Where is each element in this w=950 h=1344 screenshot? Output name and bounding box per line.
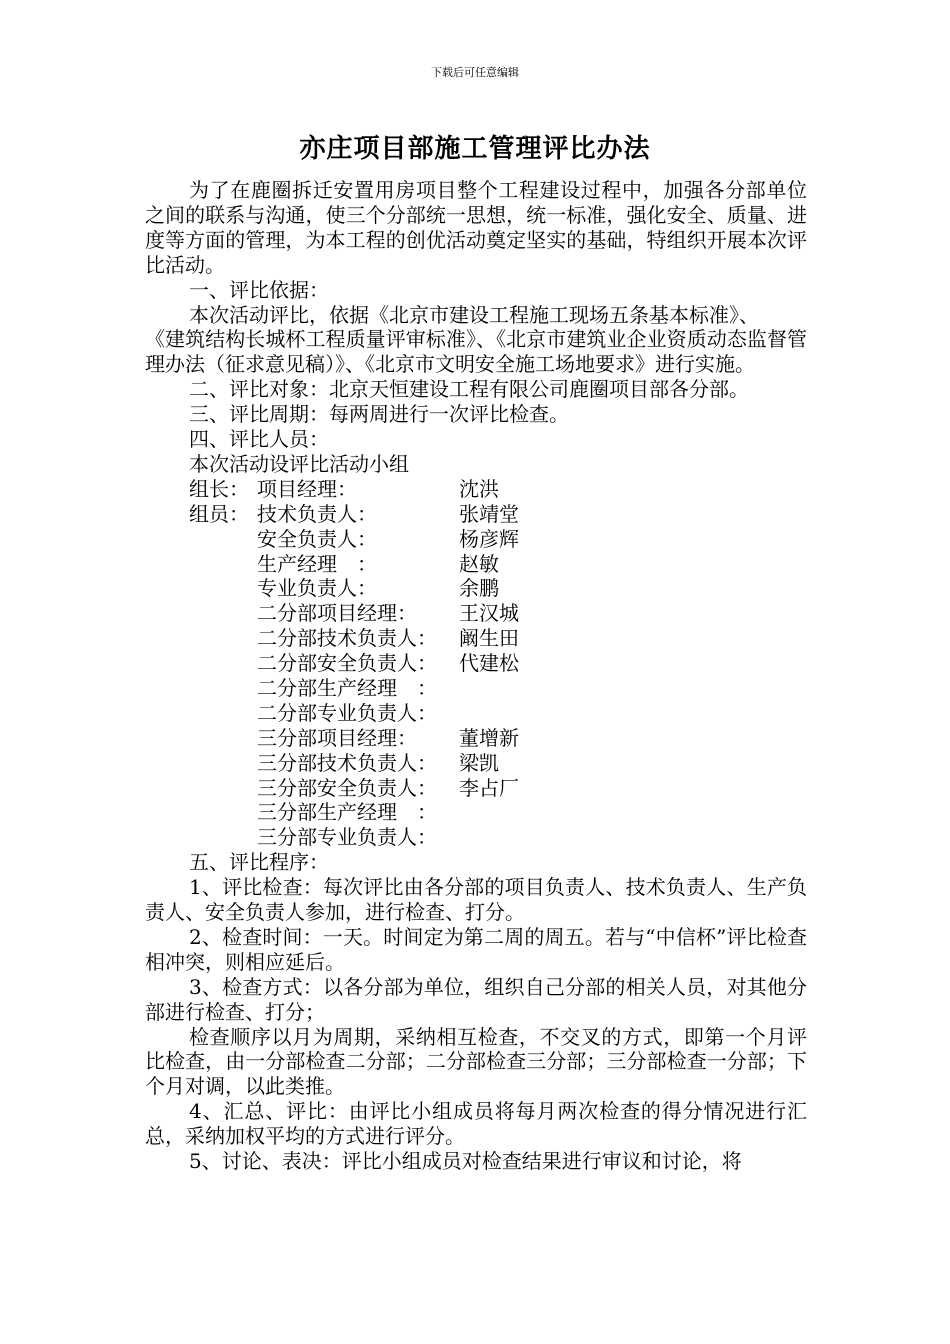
member-lead: [145, 601, 257, 626]
section-5-item: 5、讨论、表决：评比小组成员对检查结果进行审议和讨论，将: [189, 1149, 742, 1174]
member-lead: [145, 552, 257, 577]
member-lead: [145, 701, 257, 726]
section-5-item: 检查顺序以月为周期，采纳相互检查，不交叉的方式，即第一个月评比检查，由一分部检查二分部；二分部检查三分部；三分部检查一分部；下个月对调，以此类推。: [145, 1024, 807, 1099]
member-lead: [145, 751, 257, 776]
member-lead: 组员：: [189, 501, 249, 526]
member-lead: [145, 626, 257, 651]
section-4-group: 本次活动设评比活动小组: [189, 451, 409, 476]
section-1-heading: 一、评比依据：: [189, 277, 329, 302]
intro-paragraph: 为了在鹿圈拆迁安置用房项目整个工程建设过程中，加强各分部单位之间的联系与沟通，使三个分部统一思想，统一标准，强化安全、质量、进度等方面的管理，为本工程的创优活动奠定坚实的基础，特组织开展本次评比活动。: [145, 178, 807, 277]
member-lead: [145, 527, 257, 552]
member-name: [459, 676, 807, 701]
member-row: [145, 825, 807, 850]
section-3: 三、评比周期：每两周进行一次评比检查。: [189, 402, 569, 427]
member-row: [145, 576, 807, 601]
section-5-heading: 五、评比程序：: [189, 850, 329, 875]
document-title: 亦庄项目部施工管理评比办法: [299, 134, 651, 164]
member-lead: 组长：: [189, 476, 249, 501]
member-role: 二分部专业负责人：: [257, 700, 437, 725]
member-lead: [145, 726, 257, 751]
member-name: 赵敏: [459, 551, 499, 576]
member-row: [145, 527, 807, 552]
member-lead: [145, 776, 257, 801]
member-role: 安全负责人：: [257, 526, 377, 551]
section-1-text-a: 本次活动评比，依据《北京市建设工程施工现场五条基本标准》、: [189, 302, 759, 327]
member-row: [145, 726, 807, 751]
document-body: [145, 178, 807, 1174]
section-1-text-b: 《建筑结构长城杯工程质量评审标准》、《北京市建筑业企业资质动态监督管理办法（征求意见稿）》、《北京市文明安全施工场地要求》进行实施。: [145, 327, 807, 377]
member-row: [145, 776, 807, 801]
member-role: 三分部项目经理：: [257, 725, 417, 750]
section-5-item: 3、检查方式：以各分部为单位，组织自己分部的相关人员，对其他分部进行检查、打分；: [145, 974, 807, 1024]
member-name: 梁凯: [459, 750, 499, 775]
member-name: 阚生田: [459, 626, 519, 651]
member-name: 李占厂: [459, 775, 519, 800]
member-name: 王汉城: [459, 601, 519, 626]
member-name: 张靖堂: [459, 501, 519, 526]
member-name: [459, 825, 807, 850]
member-row: [145, 751, 807, 776]
member-row: [145, 676, 807, 701]
section-5-item: 1、评比检查：每次评比由各分部的项目负责人、技术负责人、生产负责人、安全负责人参加，进行检查、打分。: [145, 875, 807, 925]
member-role: 二分部技术负责人：: [257, 626, 437, 651]
member-name: 董增新: [459, 725, 519, 750]
page-header: 下载后可任意编辑: [431, 66, 519, 79]
member-role: 技术负责人：: [257, 501, 377, 526]
member-lead: [145, 676, 257, 701]
member-name: 代建松: [459, 651, 519, 676]
member-row: [145, 601, 807, 626]
member-role: 专业负责人：: [257, 576, 377, 601]
section-2: 二、评比对象：北京天恒建设工程有限公司鹿圈项目部各分部。: [189, 377, 749, 402]
member-role: 二分部项目经理：: [257, 601, 417, 626]
member-row: [145, 477, 807, 502]
member-role: 三分部生产经理 ：: [257, 800, 437, 825]
member-row: [145, 701, 807, 726]
member-name: [459, 800, 807, 825]
member-list: [145, 477, 807, 850]
member-lead: [145, 651, 257, 676]
member-role: 二分部生产经理 ：: [257, 676, 437, 700]
member-role: 三分部安全负责人：: [257, 775, 437, 800]
member-name: 沈洪: [459, 476, 499, 501]
member-name: [459, 701, 807, 726]
member-row: [145, 552, 807, 577]
member-role: 三分部技术负责人：: [257, 750, 437, 775]
member-row: [145, 502, 807, 527]
member-role: 生产经理 ：: [257, 551, 377, 576]
member-row: [145, 800, 807, 825]
section-5-item: 2、检查时间：一天。时间定为第二周的周五。若与“中信杯”评比检查相冲突，则相应延后。: [145, 924, 807, 974]
member-lead: [145, 800, 257, 825]
member-role: 项目经理：: [257, 476, 357, 501]
member-role: 三分部专业负责人：: [257, 825, 437, 850]
member-role: 二分部安全负责人：: [257, 651, 437, 676]
member-name: 余鹏: [459, 576, 499, 601]
member-row: [145, 626, 807, 651]
member-name: 杨彦辉: [459, 526, 519, 551]
section-5-item: 4、汇总、评比：由评比小组成员将每月两次检查的得分情况进行汇总，采纳加权平均的方式进行评分。: [145, 1099, 807, 1149]
member-lead: [145, 576, 257, 601]
section-4-heading: 四、评比人员：: [189, 427, 329, 452]
member-lead: [145, 825, 257, 850]
member-row: [145, 651, 807, 676]
